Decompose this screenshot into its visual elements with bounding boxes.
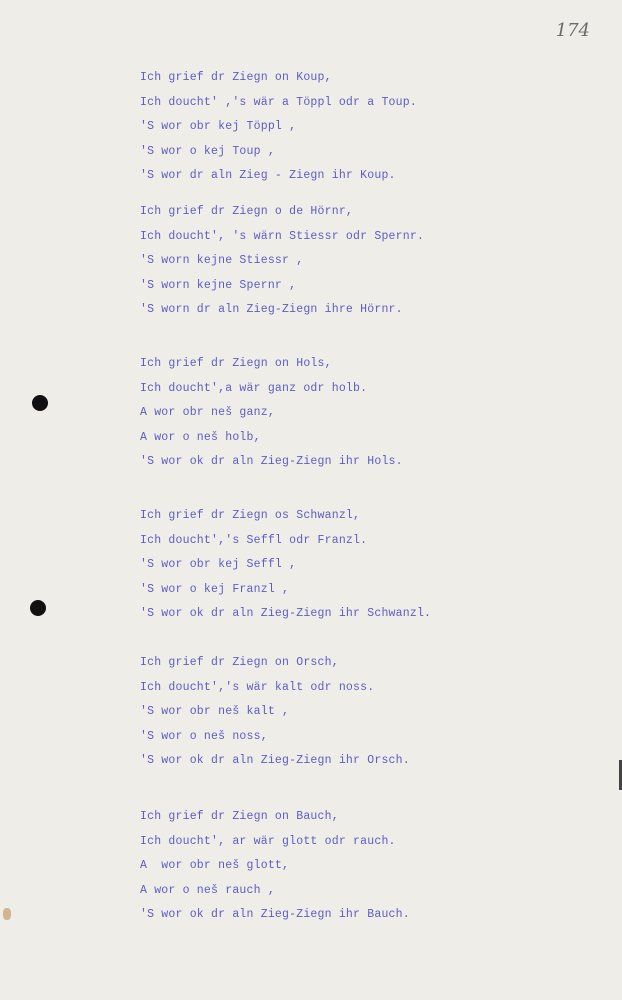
verse-line: Ich grief dr Ziegn on Orsch,	[140, 656, 339, 669]
verse-line: 'S wor o kej Toup ,	[140, 144, 275, 158]
verse-line: 'S worn kejne Stiessr ,	[140, 254, 304, 267]
verse-line: Ich grief dr Ziegn on Bauch,	[140, 810, 339, 823]
verse-line: 'S wor dr aln Zieg - Ziegn ihr Koup.	[140, 169, 396, 182]
verse-line: Ich grief dr Ziegn on Koup,	[140, 71, 332, 84]
verse-line: Ich grief dr Ziegn o de Hörnr,	[140, 205, 354, 218]
verse-line: 'S wor ok dr aln Zieg-Ziegn ihr Orsch.	[140, 754, 410, 767]
verse-line: 'S wor ok dr aln Zieg-Ziegn ihr Bauch.	[140, 908, 410, 921]
verse-line: 'S wor obr neš kalt ,	[140, 705, 290, 718]
page-number: 174	[555, 20, 590, 41]
stanza-3	[140, 352, 403, 475]
stanza-1	[140, 66, 417, 189]
punch-hole	[32, 395, 48, 411]
verse-line: Ich doucht' ,'s wär a Töppl odr a Toup.	[140, 95, 417, 109]
verse-line: A wor o neš holb,	[140, 430, 261, 444]
verse-line: Ich doucht', 's wärn Stiessr odr Spernr.	[140, 229, 425, 243]
verse-line: Ich doucht', ar wär glott odr rauch.	[140, 834, 396, 848]
stanza-6	[140, 805, 410, 928]
verse-line: 'S worn kejne Spernr ,	[140, 278, 297, 292]
verse-line: A wor obr neš glott,	[140, 859, 290, 872]
verse-line: A wor o neš rauch ,	[140, 883, 275, 897]
verse-line: Ich grief dr Ziegn on Hols,	[140, 357, 332, 370]
verse-line: 'S wor ok dr aln Zieg-Ziegn ihr Schwanzl.	[140, 607, 432, 620]
verse-line: Ich doucht','s Seffl odr Franzl.	[140, 533, 368, 547]
stanza-2	[140, 200, 424, 323]
verse-line: 'S worn dr aln Zieg-Ziegn ihre Hörnr.	[140, 303, 403, 316]
verse-line: 'S wor o neš noss,	[140, 729, 268, 743]
verse-line: A wor obr neš ganz,	[140, 406, 275, 419]
verse-line: Ich grief dr Ziegn os Schwanzl,	[140, 509, 361, 522]
verse-line: 'S wor obr kej Töppl ,	[140, 120, 297, 133]
verse-line: 'S wor ok dr aln Zieg-Ziegn ihr Hols.	[140, 455, 403, 468]
punch-hole	[30, 600, 46, 616]
verse-line: 'S wor o kej Franzl ,	[140, 582, 290, 596]
paper-stain	[3, 908, 11, 920]
verse-line: Ich doucht','s wär kalt odr noss.	[140, 680, 375, 694]
stanza-4	[140, 504, 431, 627]
stanza-5	[140, 651, 410, 774]
verse-line: Ich doucht',a wär ganz odr holb.	[140, 381, 368, 395]
verse-line: 'S wor obr kej Seffl ,	[140, 558, 297, 571]
